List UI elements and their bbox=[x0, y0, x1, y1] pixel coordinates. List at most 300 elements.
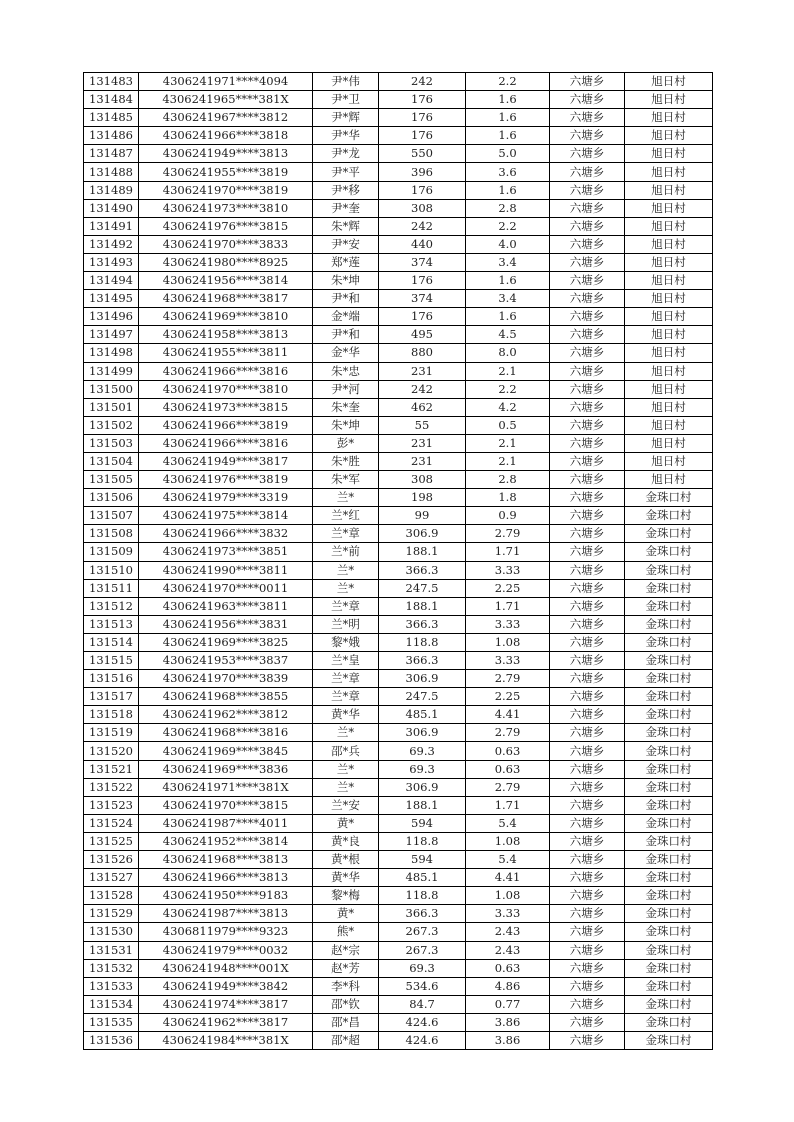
amount-cell: 188.1 bbox=[379, 597, 466, 615]
township-cell: 六塘乡 bbox=[550, 941, 625, 959]
amount-cell: 69.3 bbox=[379, 959, 466, 977]
amount-cell: 308 bbox=[379, 199, 466, 217]
name-cell: 尹*辉 bbox=[313, 109, 379, 127]
table-row bbox=[84, 181, 713, 199]
village-cell: 金珠口村 bbox=[625, 814, 713, 832]
id-number-cell: 4306241955****3819 bbox=[139, 163, 313, 181]
id-number-cell: 4306241955****3811 bbox=[139, 344, 313, 362]
record-number-cell: 131511 bbox=[84, 579, 139, 597]
id-number-cell: 4306241973****3851 bbox=[139, 543, 313, 561]
name-cell: 黎*娥 bbox=[313, 633, 379, 651]
amount-cell: 550 bbox=[379, 145, 466, 163]
village-cell: 金珠口村 bbox=[625, 887, 713, 905]
id-number-cell: 4306241970****0011 bbox=[139, 579, 313, 597]
amount-cell: 374 bbox=[379, 290, 466, 308]
quantity-cell: 4.41 bbox=[466, 706, 550, 724]
table-row bbox=[84, 272, 713, 290]
village-cell: 旭日村 bbox=[625, 199, 713, 217]
township-cell: 六塘乡 bbox=[550, 615, 625, 633]
name-cell: 郑*莲 bbox=[313, 253, 379, 271]
record-number-cell: 131508 bbox=[84, 525, 139, 543]
amount-cell: 424.6 bbox=[379, 1031, 466, 1049]
amount-cell: 247.5 bbox=[379, 688, 466, 706]
quantity-cell: 1.71 bbox=[466, 796, 550, 814]
record-number-cell: 131517 bbox=[84, 688, 139, 706]
table-row bbox=[84, 308, 713, 326]
amount-cell: 366.3 bbox=[379, 615, 466, 633]
id-number-cell: 4306241968****3855 bbox=[139, 688, 313, 706]
amount-cell: 84.7 bbox=[379, 995, 466, 1013]
name-cell: 尹*和 bbox=[313, 326, 379, 344]
name-cell: 尹*龙 bbox=[313, 145, 379, 163]
id-number-cell: 4306241965****381X bbox=[139, 91, 313, 109]
township-cell: 六塘乡 bbox=[550, 543, 625, 561]
village-cell: 旭日村 bbox=[625, 326, 713, 344]
amount-cell: 534.6 bbox=[379, 977, 466, 995]
village-cell: 金珠口村 bbox=[625, 796, 713, 814]
id-number-cell: 4306241970****3815 bbox=[139, 796, 313, 814]
table-row bbox=[84, 832, 713, 850]
township-cell: 六塘乡 bbox=[550, 308, 625, 326]
table-row bbox=[84, 670, 713, 688]
quantity-cell: 2.79 bbox=[466, 525, 550, 543]
record-number-cell: 131526 bbox=[84, 851, 139, 869]
record-number-cell: 131485 bbox=[84, 109, 139, 127]
id-number-cell: 4306241971****4094 bbox=[139, 73, 313, 91]
quantity-cell: 2.2 bbox=[466, 73, 550, 91]
id-number-cell: 4306241974****3817 bbox=[139, 995, 313, 1013]
quantity-cell: 0.9 bbox=[466, 507, 550, 525]
township-cell: 六塘乡 bbox=[550, 1013, 625, 1031]
table-row bbox=[84, 977, 713, 995]
table-row bbox=[84, 344, 713, 362]
amount-cell: 366.3 bbox=[379, 905, 466, 923]
quantity-cell: 2.79 bbox=[466, 724, 550, 742]
township-cell: 六塘乡 bbox=[550, 561, 625, 579]
township-cell: 六塘乡 bbox=[550, 253, 625, 271]
table-row bbox=[84, 869, 713, 887]
quantity-cell: 2.1 bbox=[466, 362, 550, 380]
record-number-cell: 131529 bbox=[84, 905, 139, 923]
township-cell: 六塘乡 bbox=[550, 959, 625, 977]
name-cell: 尹*伟 bbox=[313, 73, 379, 91]
quantity-cell: 2.79 bbox=[466, 670, 550, 688]
village-cell: 金珠口村 bbox=[625, 633, 713, 651]
amount-cell: 231 bbox=[379, 434, 466, 452]
record-number-cell: 131519 bbox=[84, 724, 139, 742]
village-cell: 金珠口村 bbox=[625, 941, 713, 959]
name-cell: 兰* bbox=[313, 579, 379, 597]
table-row bbox=[84, 941, 713, 959]
id-number-cell: 4306241971****381X bbox=[139, 778, 313, 796]
quantity-cell: 1.08 bbox=[466, 832, 550, 850]
amount-cell: 267.3 bbox=[379, 923, 466, 941]
name-cell: 尹*安 bbox=[313, 235, 379, 253]
township-cell: 六塘乡 bbox=[550, 814, 625, 832]
record-number-cell: 131514 bbox=[84, 633, 139, 651]
village-cell: 金珠口村 bbox=[625, 688, 713, 706]
amount-cell: 374 bbox=[379, 253, 466, 271]
quantity-cell: 3.33 bbox=[466, 905, 550, 923]
record-number-cell: 131484 bbox=[84, 91, 139, 109]
name-cell: 兰*章 bbox=[313, 597, 379, 615]
id-number-cell: 4306241967****3812 bbox=[139, 109, 313, 127]
township-cell: 六塘乡 bbox=[550, 199, 625, 217]
record-number-cell: 131490 bbox=[84, 199, 139, 217]
township-cell: 六塘乡 bbox=[550, 832, 625, 850]
record-number-cell: 131532 bbox=[84, 959, 139, 977]
table-row bbox=[84, 778, 713, 796]
quantity-cell: 1.6 bbox=[466, 91, 550, 109]
name-cell: 朱*坤 bbox=[313, 416, 379, 434]
amount-cell: 495 bbox=[379, 326, 466, 344]
name-cell: 兰*前 bbox=[313, 543, 379, 561]
table-row bbox=[84, 543, 713, 561]
name-cell: 李*科 bbox=[313, 977, 379, 995]
township-cell: 六塘乡 bbox=[550, 887, 625, 905]
name-cell: 熊* bbox=[313, 923, 379, 941]
amount-cell: 69.3 bbox=[379, 742, 466, 760]
quantity-cell: 2.25 bbox=[466, 579, 550, 597]
id-number-cell: 4306241949****3813 bbox=[139, 145, 313, 163]
amount-cell: 176 bbox=[379, 127, 466, 145]
record-number-cell: 131530 bbox=[84, 923, 139, 941]
village-cell: 金珠口村 bbox=[625, 977, 713, 995]
village-cell: 旭日村 bbox=[625, 163, 713, 181]
id-number-cell: 4306241969****3845 bbox=[139, 742, 313, 760]
quantity-cell: 2.1 bbox=[466, 434, 550, 452]
id-number-cell: 4306241962****3812 bbox=[139, 706, 313, 724]
id-number-cell: 4306241956****3831 bbox=[139, 615, 313, 633]
id-number-cell: 4306241979****0032 bbox=[139, 941, 313, 959]
village-cell: 旭日村 bbox=[625, 471, 713, 489]
quantity-cell: 4.86 bbox=[466, 977, 550, 995]
name-cell: 赵*宗 bbox=[313, 941, 379, 959]
village-cell: 金珠口村 bbox=[625, 507, 713, 525]
quantity-cell: 5.0 bbox=[466, 145, 550, 163]
id-number-cell: 4306241984****381X bbox=[139, 1031, 313, 1049]
township-cell: 六塘乡 bbox=[550, 235, 625, 253]
table-row bbox=[84, 217, 713, 235]
record-number-cell: 131531 bbox=[84, 941, 139, 959]
village-cell: 旭日村 bbox=[625, 416, 713, 434]
record-number-cell: 131521 bbox=[84, 760, 139, 778]
village-cell: 金珠口村 bbox=[625, 615, 713, 633]
quantity-cell: 1.6 bbox=[466, 272, 550, 290]
village-cell: 金珠口村 bbox=[625, 778, 713, 796]
township-cell: 六塘乡 bbox=[550, 452, 625, 470]
quantity-cell: 2.8 bbox=[466, 199, 550, 217]
record-number-cell: 131499 bbox=[84, 362, 139, 380]
township-cell: 六塘乡 bbox=[550, 380, 625, 398]
village-cell: 金珠口村 bbox=[625, 652, 713, 670]
record-number-cell: 131504 bbox=[84, 452, 139, 470]
id-number-cell: 4306241966****3813 bbox=[139, 869, 313, 887]
village-cell: 金珠口村 bbox=[625, 832, 713, 850]
table-row bbox=[84, 452, 713, 470]
township-cell: 六塘乡 bbox=[550, 869, 625, 887]
name-cell: 兰*明 bbox=[313, 615, 379, 633]
record-number-cell: 131497 bbox=[84, 326, 139, 344]
village-cell: 金珠口村 bbox=[625, 1031, 713, 1049]
record-number-cell: 131513 bbox=[84, 615, 139, 633]
amount-cell: 69.3 bbox=[379, 760, 466, 778]
table-row bbox=[84, 688, 713, 706]
record-number-cell: 131509 bbox=[84, 543, 139, 561]
quantity-cell: 1.6 bbox=[466, 127, 550, 145]
table-row bbox=[84, 362, 713, 380]
quantity-cell: 5.4 bbox=[466, 851, 550, 869]
record-number-cell: 131503 bbox=[84, 434, 139, 452]
name-cell: 彭* bbox=[313, 434, 379, 452]
id-number-cell: 4306241966****3819 bbox=[139, 416, 313, 434]
amount-cell: 231 bbox=[379, 362, 466, 380]
id-number-cell: 4306241979****3319 bbox=[139, 489, 313, 507]
village-cell: 旭日村 bbox=[625, 434, 713, 452]
township-cell: 六塘乡 bbox=[550, 217, 625, 235]
table-row bbox=[84, 290, 713, 308]
name-cell: 黄*华 bbox=[313, 869, 379, 887]
id-number-cell: 4306241953****3837 bbox=[139, 652, 313, 670]
amount-cell: 118.8 bbox=[379, 832, 466, 850]
village-cell: 金珠口村 bbox=[625, 923, 713, 941]
table-row bbox=[84, 398, 713, 416]
village-cell: 金珠口村 bbox=[625, 489, 713, 507]
quantity-cell: 1.08 bbox=[466, 887, 550, 905]
id-number-cell: 4306241958****3813 bbox=[139, 326, 313, 344]
record-number-cell: 131535 bbox=[84, 1013, 139, 1031]
village-cell: 金珠口村 bbox=[625, 670, 713, 688]
name-cell: 兰*皇 bbox=[313, 652, 379, 670]
quantity-cell: 3.4 bbox=[466, 253, 550, 271]
quantity-cell: 1.8 bbox=[466, 489, 550, 507]
table-row bbox=[84, 652, 713, 670]
amount-cell: 306.9 bbox=[379, 778, 466, 796]
village-cell: 旭日村 bbox=[625, 398, 713, 416]
table-row bbox=[84, 579, 713, 597]
village-cell: 旭日村 bbox=[625, 344, 713, 362]
name-cell: 尹*移 bbox=[313, 181, 379, 199]
township-cell: 六塘乡 bbox=[550, 181, 625, 199]
record-number-cell: 131520 bbox=[84, 742, 139, 760]
name-cell: 兰* bbox=[313, 561, 379, 579]
id-number-cell: 4306811979****9323 bbox=[139, 923, 313, 941]
record-number-cell: 131501 bbox=[84, 398, 139, 416]
table-row bbox=[84, 471, 713, 489]
township-cell: 六塘乡 bbox=[550, 109, 625, 127]
id-number-cell: 4306241975****3814 bbox=[139, 507, 313, 525]
township-cell: 六塘乡 bbox=[550, 398, 625, 416]
village-cell: 金珠口村 bbox=[625, 760, 713, 778]
record-number-cell: 131523 bbox=[84, 796, 139, 814]
quantity-cell: 5.4 bbox=[466, 814, 550, 832]
table-row bbox=[84, 127, 713, 145]
id-number-cell: 4306241966****3816 bbox=[139, 362, 313, 380]
table-row bbox=[84, 163, 713, 181]
table-row bbox=[84, 851, 713, 869]
amount-cell: 366.3 bbox=[379, 561, 466, 579]
amount-cell: 247.5 bbox=[379, 579, 466, 597]
name-cell: 兰* bbox=[313, 724, 379, 742]
amount-cell: 118.8 bbox=[379, 887, 466, 905]
village-cell: 旭日村 bbox=[625, 181, 713, 199]
quantity-cell: 1.6 bbox=[466, 181, 550, 199]
township-cell: 六塘乡 bbox=[550, 272, 625, 290]
id-number-cell: 4306241969****3836 bbox=[139, 760, 313, 778]
amount-cell: 176 bbox=[379, 109, 466, 127]
quantity-cell: 4.5 bbox=[466, 326, 550, 344]
amount-cell: 594 bbox=[379, 814, 466, 832]
id-number-cell: 4306241970****3810 bbox=[139, 380, 313, 398]
table-row bbox=[84, 109, 713, 127]
township-cell: 六塘乡 bbox=[550, 145, 625, 163]
table-row bbox=[84, 235, 713, 253]
table-row bbox=[84, 561, 713, 579]
id-number-cell: 4306241970****3819 bbox=[139, 181, 313, 199]
name-cell: 黄* bbox=[313, 905, 379, 923]
village-cell: 旭日村 bbox=[625, 253, 713, 271]
amount-cell: 462 bbox=[379, 398, 466, 416]
quantity-cell: 2.2 bbox=[466, 217, 550, 235]
table-row bbox=[84, 199, 713, 217]
record-number-cell: 131512 bbox=[84, 597, 139, 615]
village-cell: 旭日村 bbox=[625, 362, 713, 380]
township-cell: 六塘乡 bbox=[550, 489, 625, 507]
name-cell: 邵*昌 bbox=[313, 1013, 379, 1031]
quantity-cell: 3.4 bbox=[466, 290, 550, 308]
table-row bbox=[84, 326, 713, 344]
record-number-cell: 131493 bbox=[84, 253, 139, 271]
id-number-cell: 4306241976****3815 bbox=[139, 217, 313, 235]
name-cell: 尹*和 bbox=[313, 290, 379, 308]
village-cell: 旭日村 bbox=[625, 109, 713, 127]
id-number-cell: 4306241956****3814 bbox=[139, 272, 313, 290]
name-cell: 黄*良 bbox=[313, 832, 379, 850]
table-row bbox=[84, 959, 713, 977]
township-cell: 六塘乡 bbox=[550, 290, 625, 308]
id-number-cell: 4306241987****3813 bbox=[139, 905, 313, 923]
township-cell: 六塘乡 bbox=[550, 778, 625, 796]
table-row bbox=[84, 1013, 713, 1031]
id-number-cell: 4306241969****3825 bbox=[139, 633, 313, 651]
township-cell: 六塘乡 bbox=[550, 851, 625, 869]
name-cell: 兰* bbox=[313, 760, 379, 778]
id-number-cell: 4306241949****3817 bbox=[139, 452, 313, 470]
village-cell: 金珠口村 bbox=[625, 1013, 713, 1031]
name-cell: 黎*梅 bbox=[313, 887, 379, 905]
village-cell: 金珠口村 bbox=[625, 561, 713, 579]
amount-cell: 188.1 bbox=[379, 796, 466, 814]
id-number-cell: 4306241970****3839 bbox=[139, 670, 313, 688]
id-number-cell: 4306241990****3811 bbox=[139, 561, 313, 579]
record-number-cell: 131486 bbox=[84, 127, 139, 145]
quantity-cell: 3.33 bbox=[466, 652, 550, 670]
name-cell: 黄*华 bbox=[313, 706, 379, 724]
id-number-cell: 4306241966****3816 bbox=[139, 434, 313, 452]
village-cell: 旭日村 bbox=[625, 91, 713, 109]
village-cell: 金珠口村 bbox=[625, 869, 713, 887]
amount-cell: 118.8 bbox=[379, 633, 466, 651]
quantity-cell: 2.8 bbox=[466, 471, 550, 489]
amount-cell: 242 bbox=[379, 217, 466, 235]
record-number-cell: 131483 bbox=[84, 73, 139, 91]
record-number-cell: 131487 bbox=[84, 145, 139, 163]
name-cell: 尹*奎 bbox=[313, 199, 379, 217]
table-row bbox=[84, 633, 713, 651]
table-row bbox=[84, 73, 713, 91]
village-cell: 金珠口村 bbox=[625, 543, 713, 561]
name-cell: 邵*兵 bbox=[313, 742, 379, 760]
name-cell: 朱*辉 bbox=[313, 217, 379, 235]
name-cell: 兰* bbox=[313, 489, 379, 507]
village-cell: 金珠口村 bbox=[625, 959, 713, 977]
record-number-cell: 131534 bbox=[84, 995, 139, 1013]
table-row bbox=[84, 434, 713, 452]
table-row bbox=[84, 905, 713, 923]
township-cell: 六塘乡 bbox=[550, 471, 625, 489]
quantity-cell: 0.63 bbox=[466, 959, 550, 977]
quantity-cell: 2.2 bbox=[466, 380, 550, 398]
record-number-cell: 131496 bbox=[84, 308, 139, 326]
name-cell: 朱*忠 bbox=[313, 362, 379, 380]
id-number-cell: 4306241963****3811 bbox=[139, 597, 313, 615]
amount-cell: 176 bbox=[379, 181, 466, 199]
quantity-cell: 3.86 bbox=[466, 1013, 550, 1031]
amount-cell: 308 bbox=[379, 471, 466, 489]
village-cell: 金珠口村 bbox=[625, 851, 713, 869]
quantity-cell: 2.25 bbox=[466, 688, 550, 706]
table-row bbox=[84, 380, 713, 398]
amount-cell: 176 bbox=[379, 91, 466, 109]
id-number-cell: 4306241949****3842 bbox=[139, 977, 313, 995]
table-row bbox=[84, 706, 713, 724]
table-row bbox=[84, 597, 713, 615]
township-cell: 六塘乡 bbox=[550, 796, 625, 814]
quantity-cell: 2.43 bbox=[466, 923, 550, 941]
quantity-cell: 4.0 bbox=[466, 235, 550, 253]
record-number-cell: 131528 bbox=[84, 887, 139, 905]
id-number-cell: 4306241980****8925 bbox=[139, 253, 313, 271]
record-number-cell: 131507 bbox=[84, 507, 139, 525]
amount-cell: 880 bbox=[379, 344, 466, 362]
village-cell: 金珠口村 bbox=[625, 724, 713, 742]
id-number-cell: 4306241952****3814 bbox=[139, 832, 313, 850]
record-number-cell: 131492 bbox=[84, 235, 139, 253]
record-number-cell: 131525 bbox=[84, 832, 139, 850]
township-cell: 六塘乡 bbox=[550, 742, 625, 760]
record-number-cell: 131491 bbox=[84, 217, 139, 235]
township-cell: 六塘乡 bbox=[550, 977, 625, 995]
name-cell: 兰*章 bbox=[313, 670, 379, 688]
amount-cell: 198 bbox=[379, 489, 466, 507]
table-row bbox=[84, 742, 713, 760]
table-row bbox=[84, 615, 713, 633]
village-cell: 旭日村 bbox=[625, 380, 713, 398]
name-cell: 邵*钦 bbox=[313, 995, 379, 1013]
amount-cell: 242 bbox=[379, 73, 466, 91]
record-number-cell: 131524 bbox=[84, 814, 139, 832]
quantity-cell: 3.33 bbox=[466, 615, 550, 633]
amount-cell: 176 bbox=[379, 308, 466, 326]
township-cell: 六塘乡 bbox=[550, 73, 625, 91]
name-cell: 朱*胜 bbox=[313, 452, 379, 470]
amount-cell: 440 bbox=[379, 235, 466, 253]
name-cell: 尹*卫 bbox=[313, 91, 379, 109]
township-cell: 六塘乡 bbox=[550, 597, 625, 615]
township-cell: 六塘乡 bbox=[550, 416, 625, 434]
table-row bbox=[84, 814, 713, 832]
village-cell: 金珠口村 bbox=[625, 905, 713, 923]
